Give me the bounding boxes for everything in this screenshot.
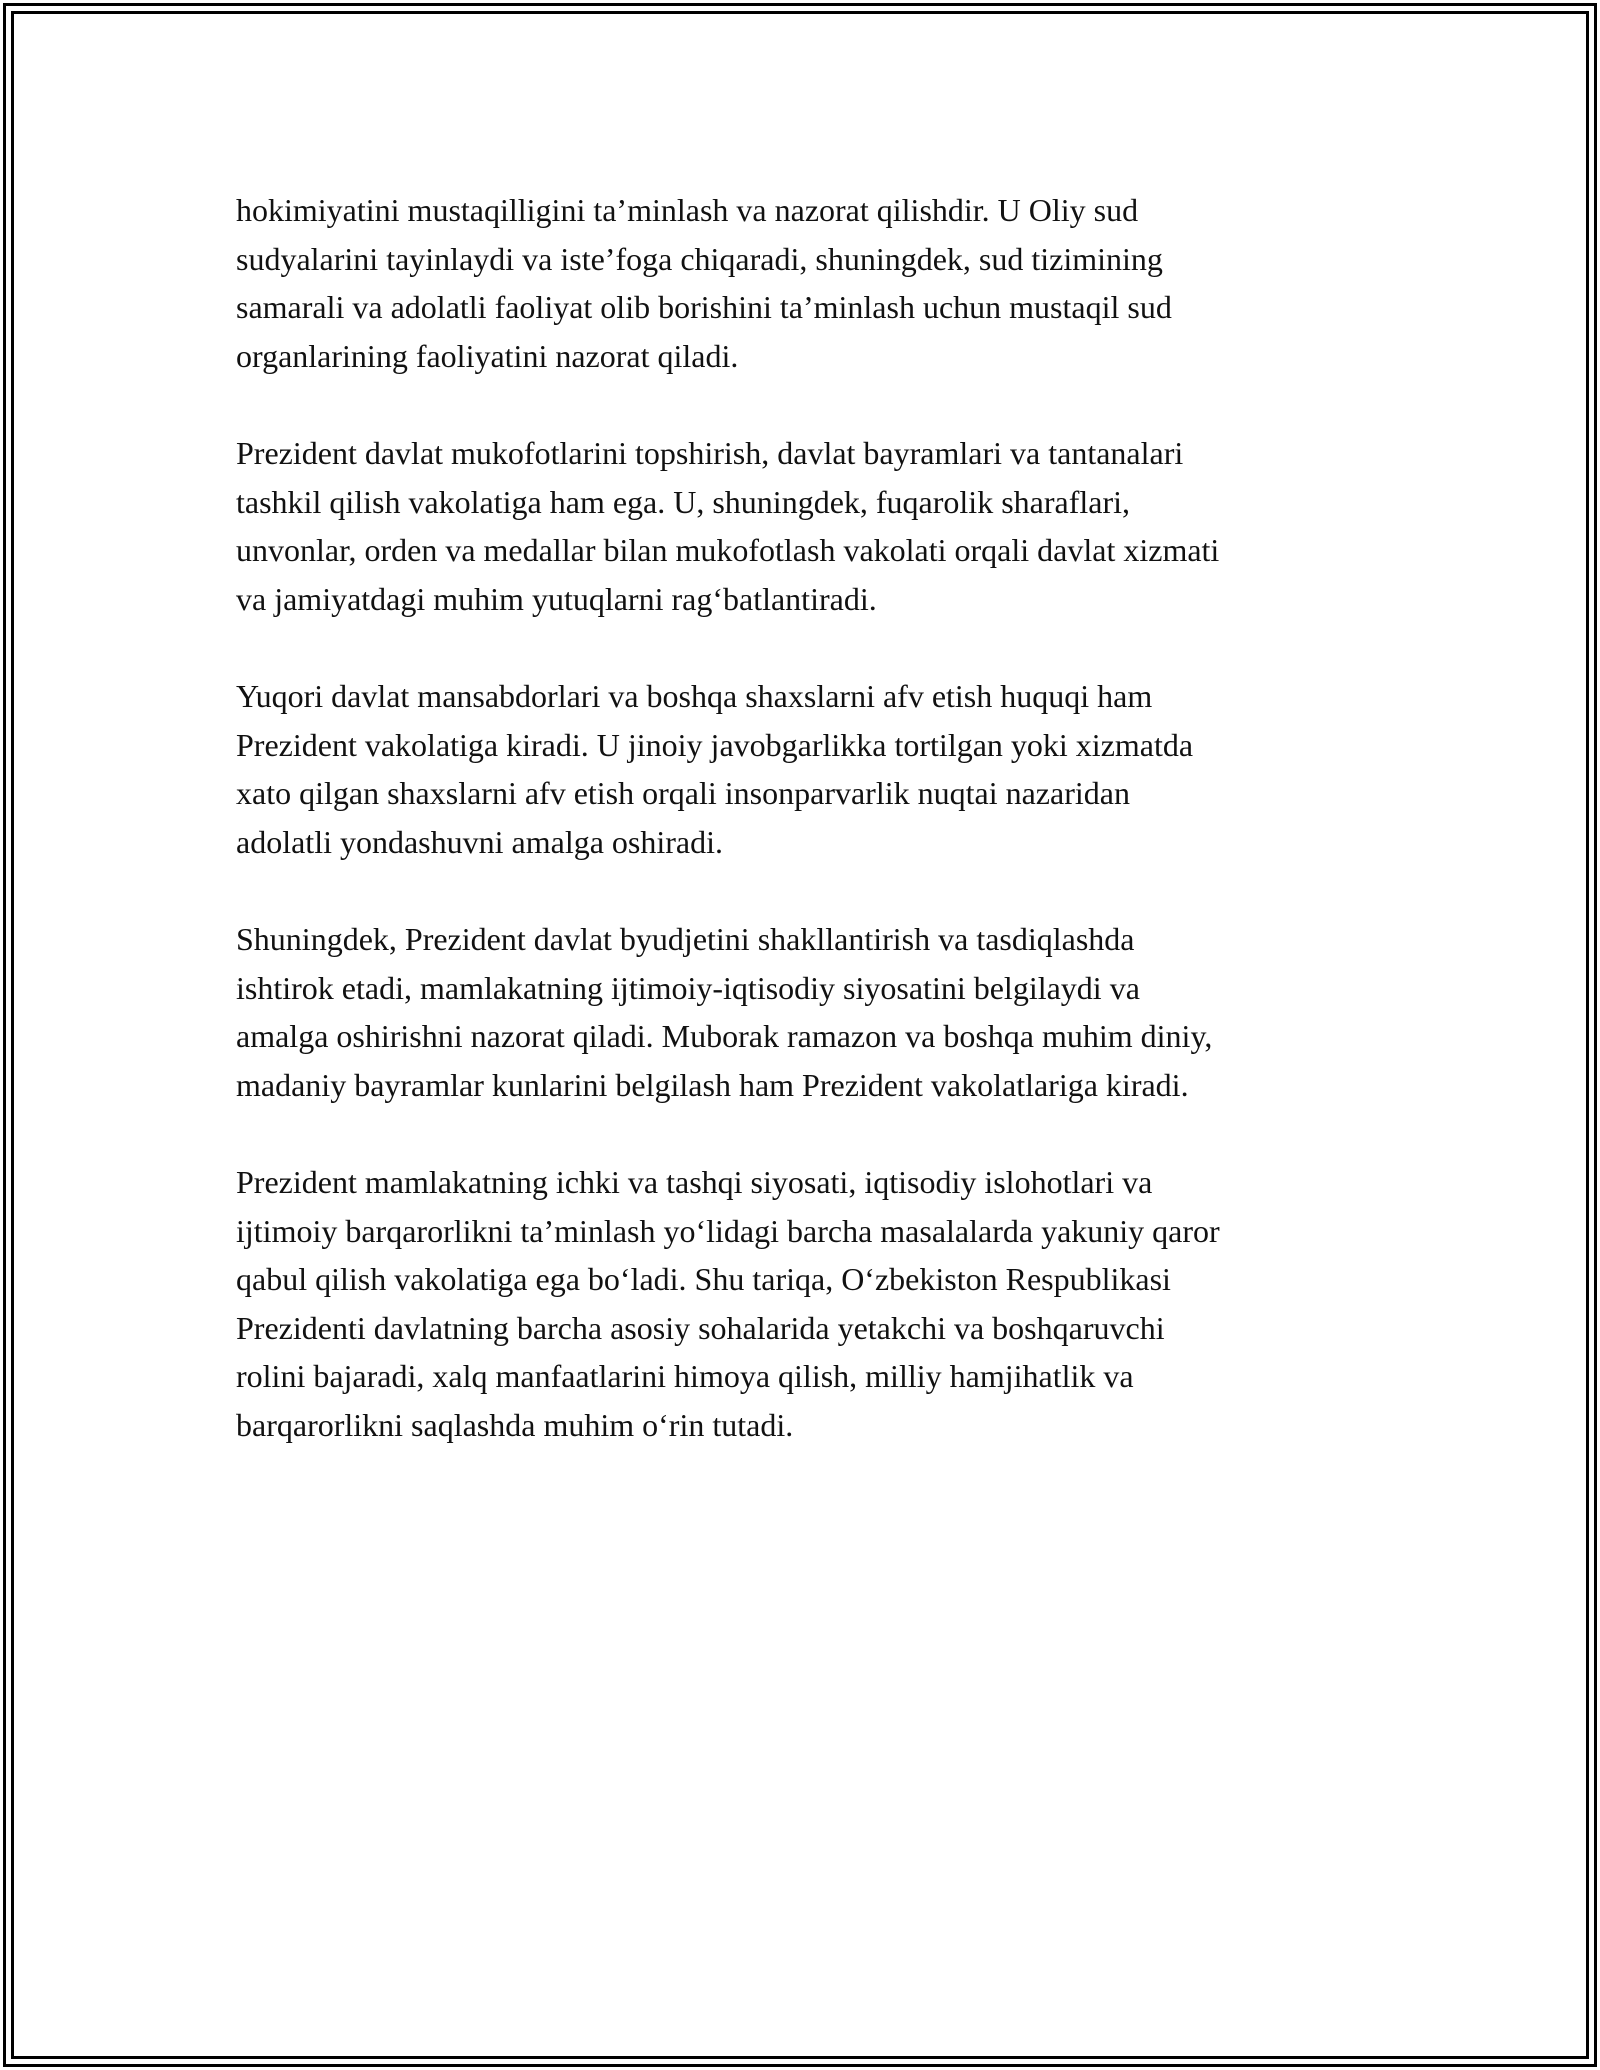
paragraph-2: Prezident davlat mukofotlarini topshirish, davlat bayramlari va tantanalari tashkil qilish vakolatiga ham ega. U, shuningdek, fuqarolik sharaflari, unvonlar, orden va medallar bilan mukofotlash vakolati orqali davlat xizmati va jamiyatdagi muhim yutuqlarni rag‘batlantiradi.: [236, 435, 1220, 617]
paragraph-5: Prezident mamlakatning ichki va tashqi siyosati, iqtisodiy islohotlari va ijtimoiy barqarorlikni ta’minlash yo‘lidagi barcha masalalarda yakuniy qaror qabul qilish vakolatiga ega bo‘ladi. Shu tariqa, O‘zbekiston Respublikasi Prezidenti davlatning barcha asosiy sohalarida yetakchi va boshqaruvchi rolini bajaradi, xalq manfaatlarini himoya qilish, milliy hamjihatlik va barqarorlikni saqlashda muhim o‘rin tutadi.: [236, 1164, 1220, 1443]
document-body: [236, 186, 1386, 1498]
paragraph-4: Shuningdek, Prezident davlat byudjetini shakllantirish va tasdiqlashda ishtirok etadi, mamlakatning ijtimoiy-iqtisodiy siyosatini belgilaydi va amalga oshirishni nazorat qiladi. Muborak ramazon va boshqa muhim diniy, madaniy bayramlar kunlarini belgilash ham Prezident vakolatlariga kiradi.: [236, 921, 1213, 1103]
paragraph-1: hokimiyatini mustaqilligini ta’minlash va nazorat qilishdir. U Oliy sud sudyalarini tayinlaydi va iste’foga chiqaradi, shuningdek, sud tizimining samarali va adolatli faoliyat olib borishini ta’minlash uchun mustaqil sud organlarining faoliyatini nazorat qiladi.: [236, 192, 1172, 374]
paragraph-3: Yuqori davlat mansabdorlari va boshqa shaxslarni afv etish huquqi ham Prezident vakolatiga kiradi. U jinoiy javobgarlikka tortilgan yoki xizmatda xato qilgan shaxslarni afv etish orqali insonparvarlik nuqtai nazaridan adolatli yondashuvni amalga oshiradi.: [236, 678, 1194, 860]
